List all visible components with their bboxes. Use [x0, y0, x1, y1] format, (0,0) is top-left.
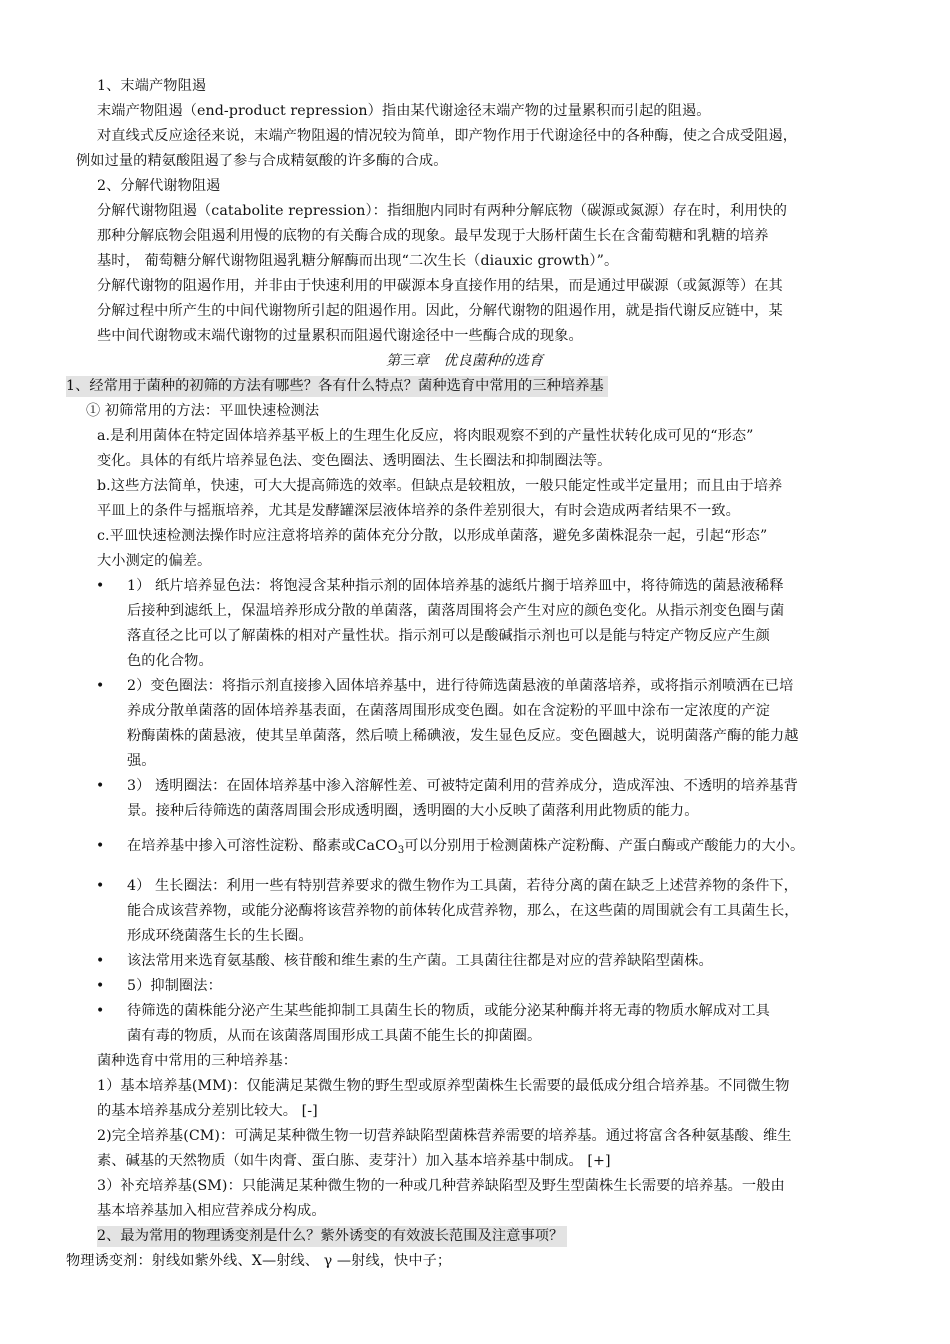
- list-item-line: 景。接种后待筛选的菌落周围会形成透明圈，透明圈的大小反映了菌落利用此物质的能力。: [127, 803, 699, 819]
- point-b-line: b.这些方法简单，快速，可大大提高筛选的效率。但缺点是较粗放，一般只能定性或半定量用；而且由于培养: [97, 478, 783, 494]
- bullet-marker: •: [96, 1003, 105, 1019]
- question-1: 1、经常用于菌种的初筛的方法有哪些？各有什么特点？菌种选育中常用的三种培养基: [66, 376, 608, 397]
- list-item-line: 2）变色圈法：将指示剂直接掺入固体培养基中，进行待筛选菌悬液的单菌落培养，或将指示剂喷洒在已培: [127, 678, 794, 694]
- list-item-line: 菌有毒的物质，从而在该菌落周围形成工具菌不能生长的抑菌圈。: [127, 1028, 542, 1044]
- point-b-line: 平皿上的条件与摇瓶培养，尤其是发酵罐深层液体培养的条件差别很大，有时会造成两者结果不一致。: [97, 503, 740, 519]
- list-item-line: 强。: [127, 753, 156, 769]
- point-c-line: 大小测定的偏差。: [97, 553, 212, 569]
- paragraph-line: 对直线式反应途径来说，末端产物阻遏的情况较为简单，即产物作用于代谢途径中的各种酶，使之合成受阻遏，: [97, 128, 798, 144]
- list-item-line: 色的化合物。: [127, 653, 213, 669]
- media-mm-line: 的基本培养基成分差别比较大。 [-]: [97, 1103, 318, 1119]
- media-sm-line: 基本培养基加入相应营养成分构成。: [97, 1203, 326, 1219]
- media-mm-line: 1）基本培养基(MM)：仅能满足某微生物的野生型或原养型菌株生长需要的最低成分组合培养基。不同微生物: [97, 1078, 790, 1094]
- list-item-line: [127, 836, 804, 857]
- bullet-marker: •: [96, 838, 105, 854]
- heading-catabolite-repression: 2、分解代谢物阻遏: [97, 178, 221, 194]
- list-item-text: 在培养基中掺入可溶性淀粉、酪素或CaCO: [127, 838, 398, 854]
- bullet-marker: •: [96, 878, 105, 894]
- bullet-marker: •: [96, 953, 105, 969]
- paragraph-line: 末端产物阻遏（end-product repression）指由某代谢途径末端产物的过量累积而引起的阻遏。: [97, 103, 711, 119]
- bullet-marker: •: [96, 778, 105, 794]
- list-item-line: 5）抑制圈法：: [127, 978, 222, 994]
- point-a-line: 变化。具体的有纸片培养显色法、变色圈法、透明圈法、生长圈法和抑制圈法等。: [97, 453, 612, 469]
- list-item-line: 1） 纸片培养显色法：将饱浸含某种指示剂的固体培养基的滤纸片搁于培养皿中，将待筛选的菌悬液稀释: [127, 578, 784, 594]
- list-item-line: 3） 透明圈法：在固体培养基中渗入溶解性差、可被特定菌利用的营养成分，造成浑浊、不透明的培养基背: [127, 778, 798, 794]
- list-item-line: 落直径之比可以了解菌株的相对产量性状。指示剂可以是酸碱指示剂也可以是能与特定产物反应产生颜: [127, 628, 770, 644]
- paragraph-line: 例如过量的精氨酸阻遏了参与合成精氨酸的许多酶的合成。: [76, 153, 448, 169]
- list-item-line: 该法常用来选育氨基酸、核苷酸和维生素的生产菌。工具菌往往都是对应的营养缺陷型菌株。: [127, 953, 713, 969]
- list-item-line: 待筛选的菌株能分泌产生某些能抑制工具菌生长的物质，或能分泌某种酶并将无毒的物质水解成对工具: [127, 1003, 770, 1019]
- list-item-line: 养成分散单菌落的固体培养基表面，在菌落周围形成变色圈。如在含淀粉的平皿中涂布一定浓度的产淀: [127, 703, 770, 719]
- list-item-line: 粉酶菌株的菌悬液，使其呈单菌落，然后喷上稀碘液，发生显色反应。变色圈越大，说明菌落产酶的能力越: [127, 728, 799, 744]
- media-sm-line: 3）补充培养基(SM)：只能满足某种微生物的一种或几种营养缺陷型及野生型菌株生长需要的培养基。一般由: [97, 1178, 785, 1194]
- media-cm-line: 2)完全培养基(CM)：可满足某种微生物一切营养缺陷型菌株营养需要的培养基。通过将富含各种氨基酸、维生: [97, 1128, 792, 1144]
- paragraph-line: 些中间代谢物或末端代谢物的过量累积而阻遏代谢途径中一些酶合成的现象。: [97, 328, 583, 344]
- paragraph-line: 那种分解底物会阻遏利用慢的底物的有关酶合成的现象。最早发现于大肠杆菌生长在含葡萄糖和乳糖的培养: [97, 228, 769, 244]
- subscript-3: 3: [397, 845, 405, 856]
- list-item-line: 形成环绕菌落生长的生长圈。: [127, 928, 313, 944]
- bullet-marker: •: [96, 978, 105, 994]
- paragraph-line: 分解代谢物的阻遏作用，并非由于快速利用的甲碳源本身直接作用的结果，而是通过甲碳源（或氮源等）在其: [97, 278, 783, 294]
- paragraph-line: 基时， 葡萄糖分解代谢物阻遏乳糖分解酶而出现“二次生长（diauxic growth）”。: [97, 253, 619, 269]
- heading-end-product-repression: 1、末端产物阻遏: [97, 78, 207, 94]
- method-heading: ① 初筛常用的方法：平皿快速检测法: [86, 403, 320, 419]
- bullet-marker: •: [96, 678, 105, 694]
- point-a-line: a.是利用菌体在特定固体培养基平板上的生理生化反应，将肉眼观察不到的产量性状转化成可见的“形态”: [97, 428, 754, 444]
- list-item-line: 能合成该营养物，或能分泌酶将该营养物的前体转化成营养物，那么，在这些菌的周围就会有工具菌生长，: [127, 903, 799, 919]
- paragraph-line: 分解代谢物阻遏（catabolite repression）：指细胞内同时有两种分解底物（碳源或氮源）存在时，利用快的: [97, 203, 788, 219]
- chapter-title: 第三章 优良菌种的选育: [386, 353, 544, 369]
- media-heading: 菌种选育中常用的三种培养基：: [97, 1053, 298, 1069]
- paragraph-line: 分解过程中所产生的中间代谢物所引起的阻遏作用。因此，分解代谢物的阻遏作用，就是指代谢反应链中，某: [97, 303, 783, 319]
- list-item-text: 可以分别用于检测菌株产淀粉酶、产蛋白酶或产酸能力的大小。: [404, 838, 805, 854]
- paragraph-line: 物理诱变剂：射线如紫外线、X—射线、 γ —射线，快中子；: [66, 1253, 452, 1269]
- media-cm-line: 素、碱基的天然物质（如牛肉膏、蛋白胨、麦芽汁）加入基本培养基中制成。 [+]: [97, 1153, 611, 1169]
- list-item-line: 后接种到滤纸上，保温培养形成分散的单菌落，菌落周围将会产生对应的颜色变化。从指示剂变色圈与菌: [127, 603, 785, 619]
- question-2: 2、最为常用的物理诱变剂是什么？紫外诱变的有效波长范围及注意事项？: [97, 1226, 567, 1247]
- bullet-marker: •: [96, 578, 105, 594]
- list-item-line: 4） 生长圈法：利用一些有特别营养要求的微生物作为工具菌，若待分离的菌在缺乏上述营养物的条件下，: [127, 878, 798, 894]
- point-c-line: c.平皿快速检测法操作时应注意将培养的菌体充分分散，以形成单菌落，避免多菌株混杂一起，引起“形态”: [97, 528, 768, 544]
